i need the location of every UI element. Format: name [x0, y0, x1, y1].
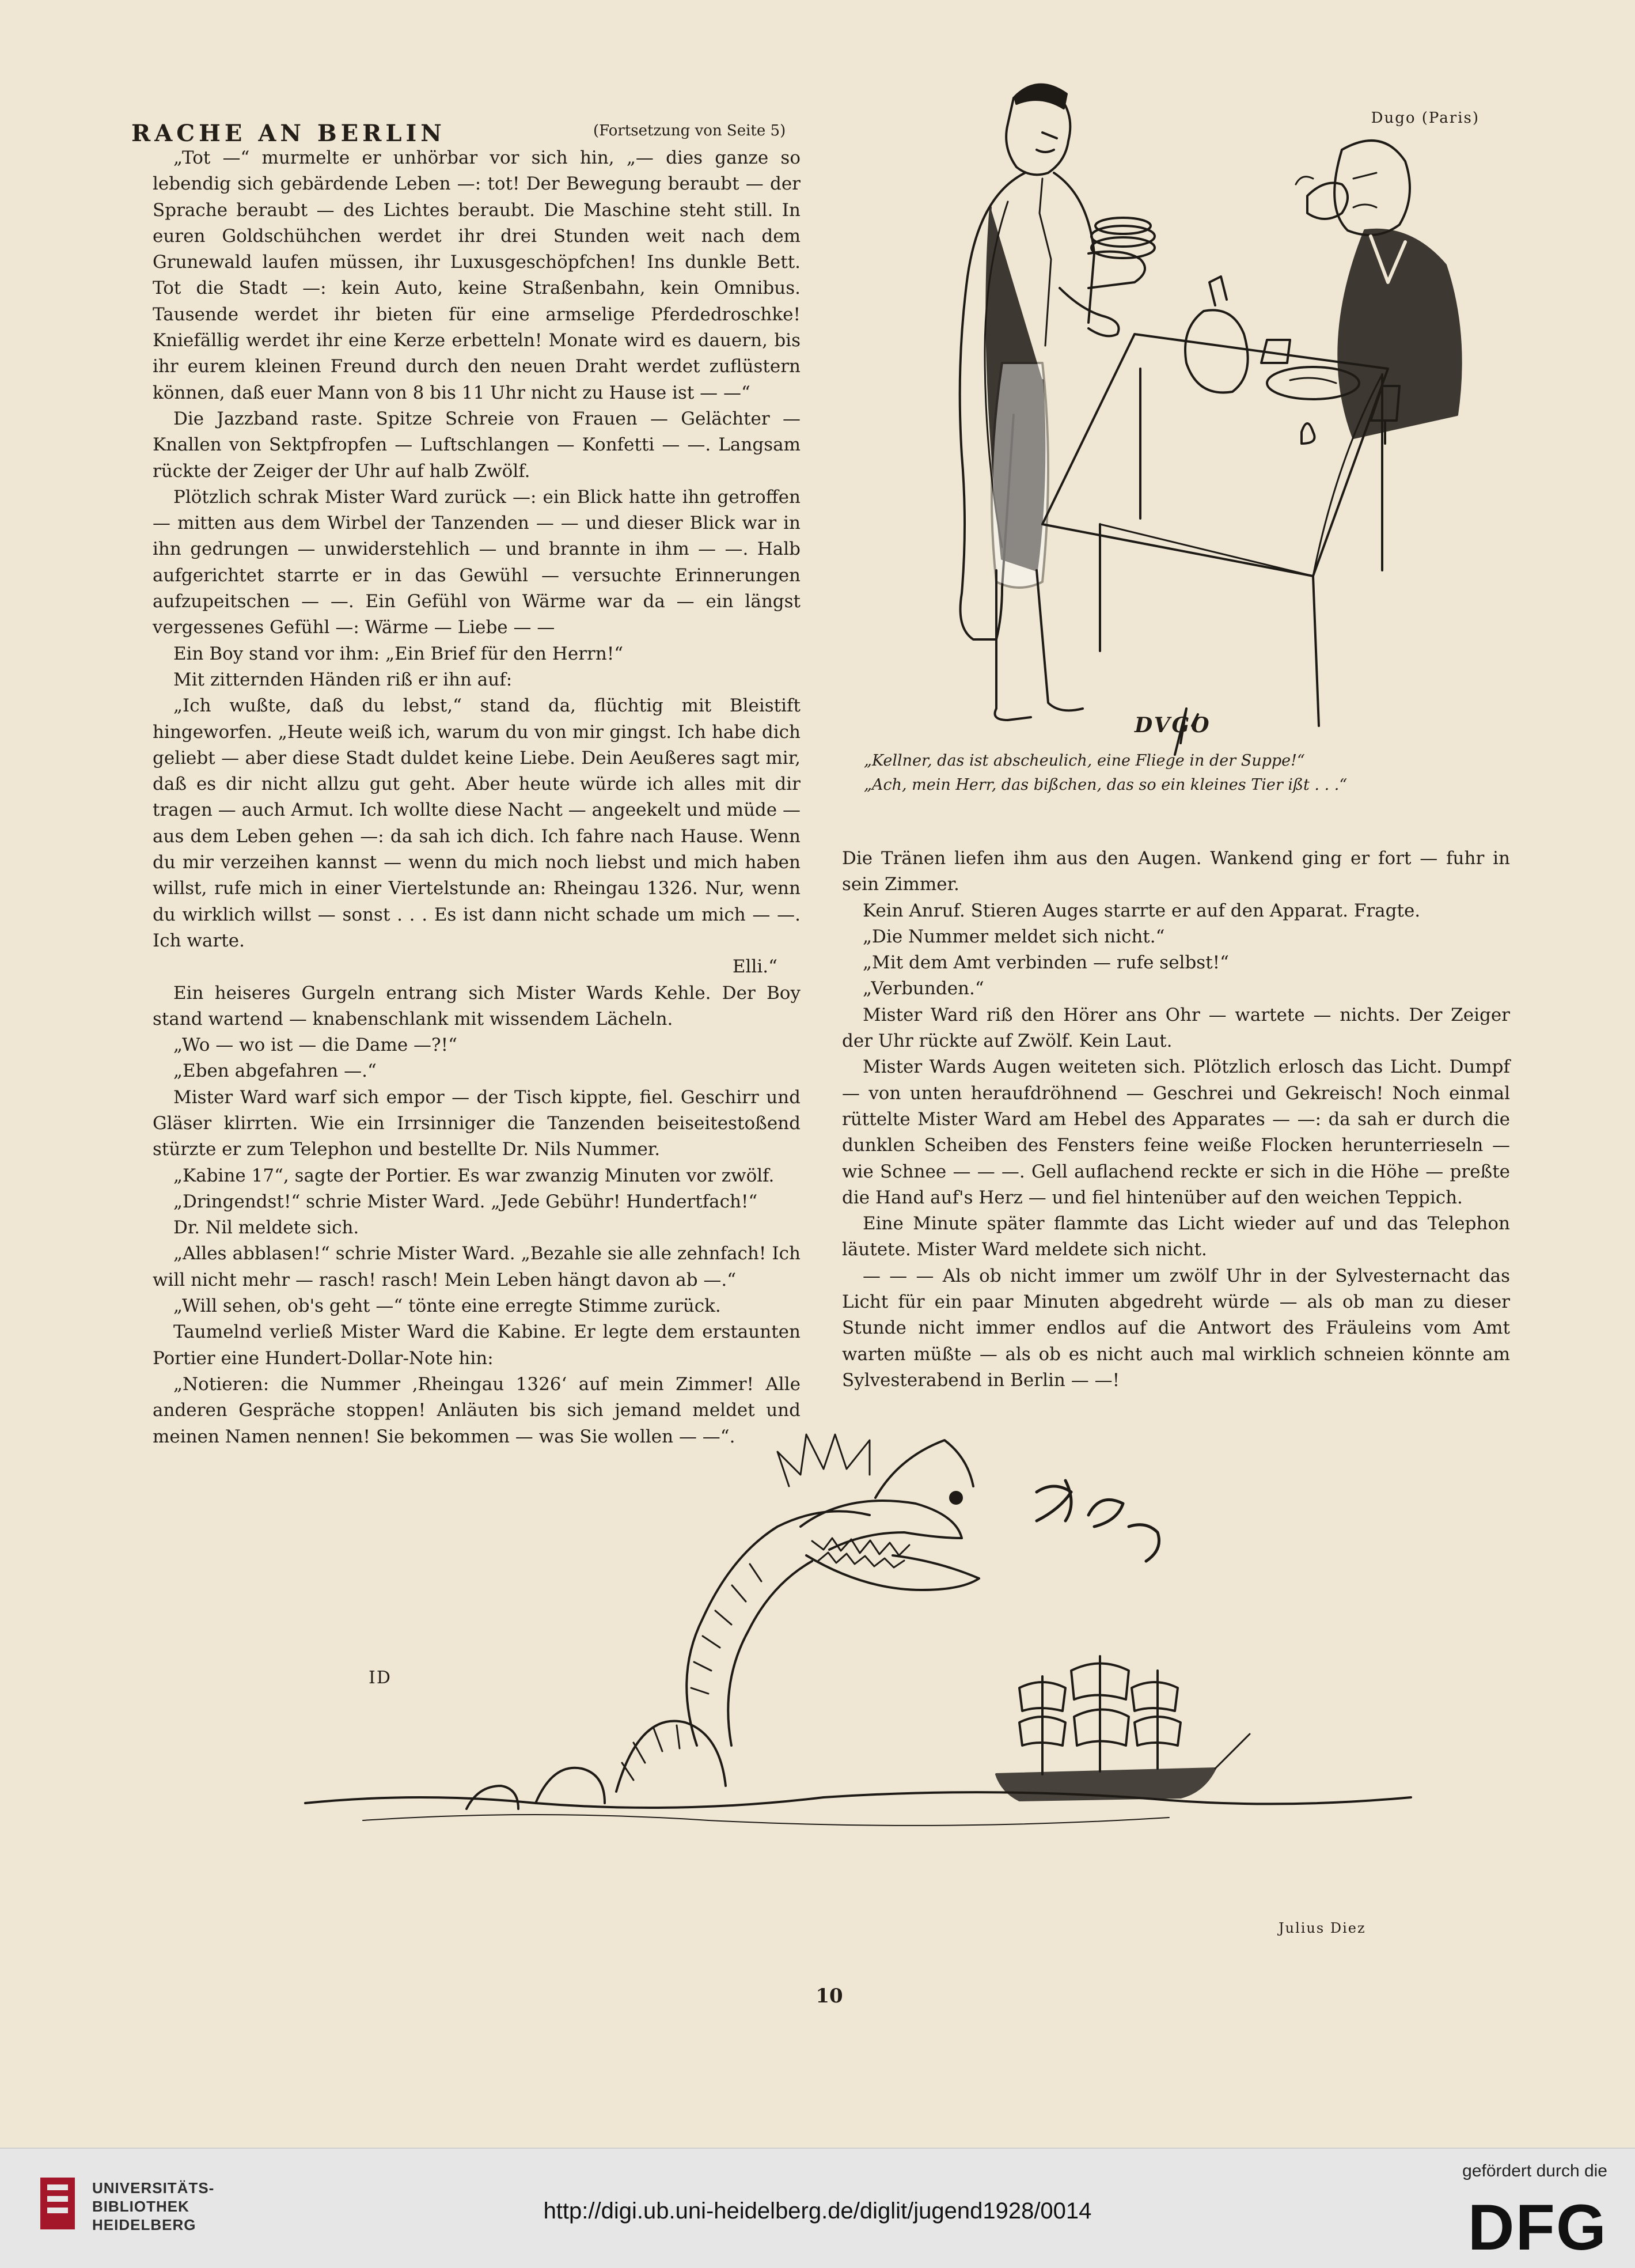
left-column-paragraph: „Kabine 17“, sagte der Portier. Es war zwanzig Minuten vor zwölf. — [173, 1165, 775, 1186]
left-column-paragraph: Elli.“ — [732, 956, 777, 978]
left-column-paragraph: „Dringendst!“ schrie Mister Ward. „Jede Gebühr! Hundertfach!“ — [173, 1191, 758, 1212]
sea-serpent-illustration — [294, 1423, 1422, 1826]
left-column-paragraph: „Will sehen, ob's geht —“ tönte eine erregte Stimme zurück. — [173, 1296, 721, 1317]
page-number: 10 — [815, 1985, 843, 2008]
left-column-paragraph: Ein heiseres Gurgeln entrang sich Mister Wards Kehle. Der Boy stand wartend — knabenschlank mit wissendem Lächeln. — [153, 982, 801, 1029]
article-title: RACHE AN BERLIN — [131, 120, 446, 147]
left-column-paragraph: Die Jazzband raste. Spitze Schreie von Frauen — Gelächter — Knallen von Sektpfropfen — Luftschlangen — Konfetti — —. Langsam rückte der Zeiger der Uhr auf halb Zwölf. — [153, 408, 801, 482]
institution-line-2: BIBLIOTHEK — [92, 2198, 189, 2215]
institution-line-3: HEIDELBERG — [92, 2216, 196, 2233]
left-column-paragraph: „Tot —“ murmelte er unhörbar vor sich hin, „— dies ganze so lebendig sich gebärdende Leben —: tot! Der Bewegung beraubt — der Sprache beraubt — des Lichtes beraubt. Die Maschine steht still. In euren Goldschühchen werdet ihr drei Stunden weit nach dem Grunewald laufen müssen, ihr Luxusgeschöpfchen! Ins dunkle Bett. Tot die Stadt —: kein Auto, keine Straßenbahn, kein Omnibus. Tausende werdet ihr bieten für eine armselige Pferdedroschke! Kniefällig werdet ihr eine Kerze erbetteln! Monate wird es dauern, bis ihr eurem kleinen Freund durch den neuen Draht werdet zuflüstern können, daß euer Mann von 8 bis 11 Uhr nicht zu Hause ist — —“ — [153, 147, 801, 403]
right-column-paragraph: Kein Anruf. Stieren Auges starrte er auf den Apparat. Fragte. — [863, 900, 1421, 921]
right-column-paragraph: Die Tränen liefen ihm aus den Augen. Wankend ging er fort — fuhr in sein Zimmer. — [842, 848, 1510, 895]
left-column-paragraph: Mister Ward warf sich empor — der Tisch kippte, fiel. Geschirr und Gläser klirrten. Wie ein Irrsinniger die Tanzenden beiseitestoßend stürzte er zum Telephon und bestellte Dr. Nils Nummer. — [153, 1086, 801, 1160]
dfg-logo: DFG — [1467, 2191, 1607, 2263]
left-column-paragraph: „Alles abblasen!“ schrie Mister Ward. „Bezahle sie alle zehnfach! Ich will nicht mehr — rasch! rasch! Mein Leben hängt davon ab —.“ — [153, 1243, 801, 1290]
right-column-paragraph: „Verbunden.“ — [863, 978, 984, 999]
institution-line-1: UNIVERSITÄTS- — [92, 2179, 215, 2197]
cartoon-signature: DVGO — [1135, 713, 1211, 737]
left-column-paragraph: „Eben abgefahren —.“ — [173, 1061, 377, 1082]
left-column-paragraph: Ein Boy stand vor ihm: „Ein Brief für den Herrn!“ — [173, 643, 624, 664]
right-column-paragraph: „Die Nummer meldet sich nicht.“ — [863, 926, 1165, 947]
continuation-note: (Fortsetzung von Seite 5) — [593, 122, 786, 139]
right-column-paragraph: „Mit dem Amt verbinden — rufe selbst!“ — [863, 952, 1229, 974]
illustrator-credit-top: Dugo (Paris) — [1371, 109, 1480, 127]
right-column-paragraph: Mister Wards Augen weiteten sich. Plötzlich erlosch das Licht. Dumpf — von unten heraufdröhnend — Geschrei und Gekreisch! Noch einmal rüttelte Mister Ward am Hebel des Apparates — —: da sah er durch die dunklen Scheiben des Fensters feine weiße Flocken herunterrieseln — wie Schnee — — —. Gell auflachend reckte er sich in die Höhe — preßte die Hand auf's Herz — und fiel hintenüber auf den weichen Teppich. — [842, 1057, 1510, 1208]
digital-library-footer — [0, 2148, 1635, 2268]
article-left-column — [153, 145, 801, 1450]
right-column-paragraph: — — — Als ob nicht immer um zwölf Uhr in der Sylvesternacht das Licht für ein paar Minuten abgedreht würde — als ob man zu dieser Stunde nicht immer endlos auf die Antwort des Fräuleins vom Amt warten müßte — als ob es nicht auch mal wirklich schneien könnte am Sylvesterabend in Berlin — —! — [842, 1265, 1510, 1391]
cartoon-caption — [864, 749, 1509, 797]
article-right-column — [842, 846, 1510, 1394]
illustrator-credit-bottom: Julius Diez — [1279, 1920, 1366, 1936]
caption-line-2: „Ach, mein Herr, das bißchen, das so ein kleines Tier ißt . . .“ — [864, 776, 1348, 794]
left-column-paragraph: Plötzlich schrak Mister Ward zurück —: ein Blick hatte ihn getroffen — mitten aus dem Wirbel der Tanzenden — — und dieser Blick war in ihn gedrungen — unwiderstehlich — und brannte in ihm — —. Halb aufgerichtet starrte er in das Gewühl — versuchte Erinnerungen aufzupeitschen — —. Ein Gefühl von Wärme war da — ein längst vergessenes Gefühl —: Wärme — Liebe — — — [153, 486, 801, 638]
caption-line-1: „Kellner, das ist abscheulich, eine Fliege in der Suppe!“ — [864, 752, 1305, 770]
left-column-paragraph: „Wo — wo ist — die Dame —?!“ — [173, 1035, 457, 1056]
left-column-paragraph: „Notieren: die Nummer ‚Rheingau 1326‘ auf mein Zimmer! Alle anderen Gespräche stoppen! Anläuten bis sich jemand meldet und meinen Namen nennen! Sie bekommen — was Sie wollen — —“. — [153, 1373, 801, 1447]
right-column-paragraph: Eine Minute später flammte das Licht wieder auf und das Telephon läutete. Mister Ward meldete sich nicht. — [842, 1213, 1510, 1260]
funded-by-label: gefördert durch die — [1462, 2161, 1607, 2180]
left-column-paragraph: Mit zitternden Händen riß er ihn auf: — [173, 669, 513, 690]
sea-drawing-monogram: ID — [369, 1668, 392, 1688]
waiter-cartoon-illustration — [870, 63, 1509, 778]
right-column-paragraph: Mister Ward riß den Hörer ans Ohr — wartete — nichts. Der Zeiger der Uhr rückte auf Zwölf. Kein Laut. — [842, 1004, 1510, 1052]
permalink-url[interactable]: http://digi.ub.uni-heidelberg.de/diglit/jugend1928/0014 — [543, 2198, 1092, 2224]
left-column-paragraph: Taumelnd verließ Mister Ward die Kabine. Er legte dem erstaunten Portier eine Hundert-Dollar-Note hin: — [153, 1322, 801, 1369]
left-column-paragraph: „Ich wußte, daß du lebst,“ stand da, flüchtig mit Bleistift hingeworfen. „Heute weiß ich, warum du von mir gingst. Ich habe dich geliebt — aber diese Stadt duldet keine Liebe. Dein Aeußeres sagt mir, daß es dir nicht allzu gut geht. Aber heute würde ich alles mit dir tragen — auch Armut. Ich wollte diese Nacht — angeekelt und müde — aus dem Leben gehen —: da sah ich dich. Ich fahre nach Hause. Wenn du mir verzeihen kannst — wenn du mich noch liebst und mich haben willst, rufe mich in einer Viertelstunde an: Rheingau 1326. Nur, wenn du wirklich willst — sonst . . . Es ist dann nicht schade um mich — —. Ich warte. — [153, 695, 801, 951]
left-column-paragraph: Dr. Nil meldete sich. — [173, 1217, 359, 1239]
